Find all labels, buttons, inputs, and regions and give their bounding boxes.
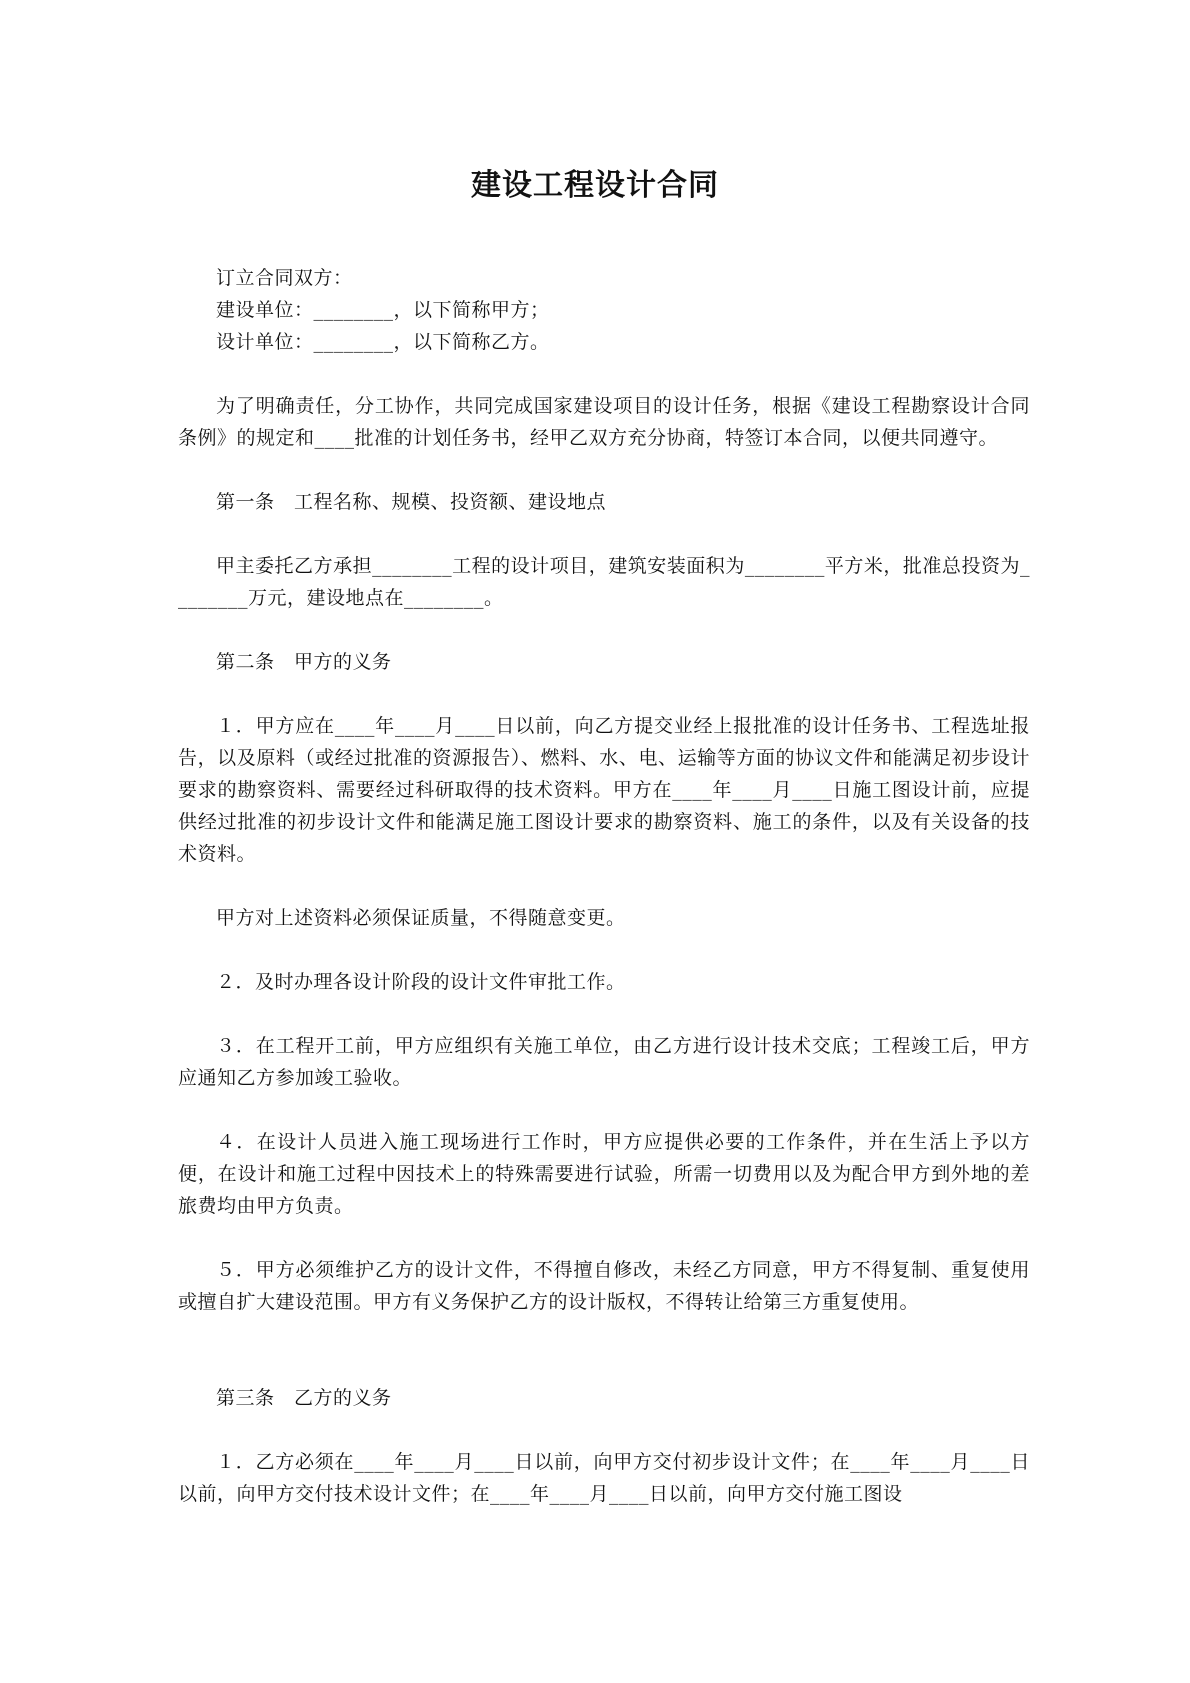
article1-heading: 第一条 工程名称、规模、投资额、建设地点 bbox=[216, 491, 607, 513]
article2-item-3: ３．在工程开工前，甲方应组织有关施工单位，由乙方进行设计技术交底；工程竣工后，甲方应通知乙方参加竣工验收。 bbox=[178, 1035, 1030, 1089]
document-title: 建设工程设计合同 bbox=[471, 168, 719, 203]
article2-item-1: １．甲方应在____年____月____日以前，向乙方提交业经上报批准的设计任务书、工程选址报告，以及原料（或经过批准的资源报告）、燃料、水、电、运输等方面的协议文件和能满足初步设计要求的勘察资料、需要经过科研取得的技术资料。甲方在____年____月____日施工图设计前，应提供经过批准的初步设计文件和能满足施工图设计要求的勘察资料、施工的条件，以及有关设备的技术资料。 bbox=[178, 715, 1030, 865]
preamble-paragraph: 为了明确责任，分工协作，共同完成国家建设项目的设计任务，根据《建设工程勘察设计合同条例》的规定和____批准的计划任务书，经甲乙双方充分协商，特签订本合同，以便共同遵守。 bbox=[178, 395, 1030, 449]
builder-line: 建设单位：________，以下简称甲方； bbox=[216, 299, 550, 321]
parties-heading: 订立合同双方： bbox=[216, 267, 353, 289]
article2-item-5: ５．甲方必须维护乙方的设计文件，不得擅自修改，未经乙方同意，甲方不得复制、重复使用或擅自扩大建设范围。甲方有义务保护乙方的设计版权，不得转让给第三方重复使用。 bbox=[178, 1259, 1030, 1313]
article3-item-1: １．乙方必须在____年____月____日以前，向甲方交付初步设计文件；在____年____月____日以前，向甲方交付技术设计文件；在____年____月____日以前，向甲方交付施工图设 bbox=[178, 1451, 1030, 1505]
document-body bbox=[178, 262, 1030, 1510]
article1-text: 甲主委托乙方承担________工程的设计项目，建筑安装面积为________平方米，批准总投资为________万元，建设地点在________。 bbox=[178, 555, 1030, 609]
article2-item-4: ４．在设计人员进入施工现场进行工作时，甲方应提供必要的工作条件，并在生活上予以方便，在设计和施工过程中因技术上的特殊需要进行试验，所需一切费用以及为配合甲方到外地的差旅费均由甲方负责。 bbox=[178, 1131, 1030, 1217]
article3-heading: 第三条 乙方的义务 bbox=[216, 1387, 392, 1409]
article2-note: 甲方对上述资料必须保证质量，不得随意变更。 bbox=[216, 907, 626, 929]
article2-heading: 第二条 甲方的义务 bbox=[216, 651, 392, 673]
designer-line: 设计单位：________，以下简称乙方。 bbox=[216, 331, 550, 353]
article2-item-2: ２．及时办理各设计阶段的设计文件审批工作。 bbox=[216, 971, 626, 993]
